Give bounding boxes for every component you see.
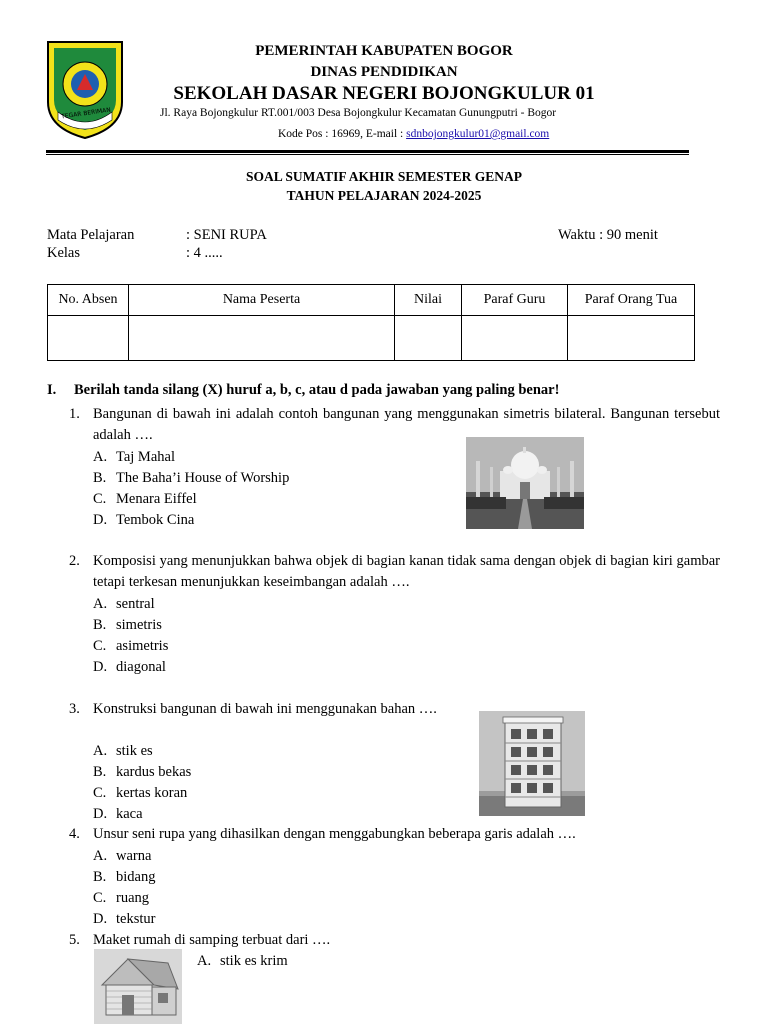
option-text: bidang [116,869,156,885]
answer-option[interactable] [197,951,288,972]
option-text: kardus bekas [116,764,192,780]
option-text: kertas koran [116,785,188,801]
question-number: 3. [69,701,80,717]
popsicle-house-photo [94,949,182,1024]
header-address: Jl. Raya Bojongkulur RT.001/003 Desa Bojongkulur Kecamatan Gunungputri - Bogor [160,107,557,119]
option-letter: C. [93,785,107,801]
option-letter: A. [197,953,212,969]
option-text: simetris [116,617,162,633]
question-text: Komposisi yang menunjukkan bahwa objek di bagian kanan tidak sama dengan objek di bagian kiri gambar tetapi terkesan menunjukkan keseimbangan adalah …. [93,553,720,590]
answer-option[interactable] [93,846,151,867]
option-letter: D. [93,911,108,927]
cell-nilai[interactable] [395,316,462,361]
taj-mahal-photo [466,437,584,529]
header-government: PEMERINTAH KABUPATEN BOGOR [255,43,513,59]
building-model-photo [479,711,585,816]
option-text: The Baha’i House of Worship [116,470,290,486]
option-text: diagonal [116,659,166,675]
class-label: Kelas [47,245,81,261]
option-letter: A. [93,848,108,864]
option-letter: C. [93,491,107,507]
option-text: Taj Mahal [116,449,175,465]
header-contact [278,128,549,140]
answer-option[interactable] [93,636,168,657]
cell-nama[interactable] [129,316,395,361]
col-header-absen: No. Absen [48,285,129,316]
header-department: DINAS PENDIDIKAN [310,64,458,80]
answer-option[interactable] [93,489,197,510]
option-text: sentral [116,596,155,612]
answer-option[interactable] [93,783,187,804]
option-text: tekstur [116,911,156,927]
answer-option[interactable] [93,468,289,489]
answer-option[interactable] [93,909,155,930]
section-instruction: Berilah tanda silang (X) huruf a, b, c, atau d pada jawaban yang paling benar! [74,382,560,398]
answer-option[interactable] [93,657,166,678]
logo-motto: TEGAR BERIMAN [60,106,112,121]
question-text: Unsur seni rupa yang dihasilkan dengan menggabungkan beberapa garis adalah …. [93,826,576,842]
option-letter: B. [93,764,107,780]
district-logo [46,40,124,140]
option-letter: A. [93,743,108,759]
option-text: stik es krim [220,953,288,969]
option-text: ruang [116,890,150,906]
question-text: Maket rumah di samping terbuat dari …. [93,932,331,948]
option-letter: C. [93,890,107,906]
class-value: : 4 ..... [186,245,223,261]
cell-paraf-guru[interactable] [462,316,568,361]
section-heading [47,382,559,399]
question-text: Bangunan di bawah ini adalah contoh bangunan yang menggunakan simetris bilateral. Bangunan tersebut adalah …. [93,406,720,443]
exam-title: SOAL SUMATIF AKHIR SEMESTER GENAP [245,169,523,184]
academic-year: TAHUN PELAJARAN 2024-2025 [286,188,482,203]
option-letter: D. [93,806,108,822]
answer-option[interactable] [93,447,175,468]
option-letter: B. [93,617,107,633]
answer-option[interactable] [93,741,153,762]
header-rule-thin [46,154,689,155]
score-table [47,284,695,361]
option-letter: C. [93,638,107,654]
option-text: asimetris [116,638,169,654]
col-header-paraf-guru: Paraf Guru [462,285,568,316]
question-number: 4. [69,826,80,842]
header-school-name: SEKOLAH DASAR NEGERI BOJONGKULUR 01 [173,83,595,104]
subject-label: Mata Pelajaran [47,227,135,243]
subject-value: : SENI RUPA [186,227,267,243]
option-text: warna [116,848,152,864]
option-letter: B. [93,869,107,885]
answer-option[interactable] [93,888,149,909]
answer-option[interactable] [93,594,155,615]
email-link[interactable]: sdnbojongkulur01@gmail.com [406,128,550,140]
answer-option[interactable] [93,804,143,825]
answer-option[interactable] [93,867,155,888]
answer-option[interactable] [93,762,191,783]
answer-option[interactable] [93,510,194,531]
option-text: Menara Eiffel [116,491,197,507]
option-letter: D. [93,512,108,528]
header-rule [46,150,689,153]
option-text: stik es [116,743,153,759]
option-text: kaca [116,806,143,822]
question-number: 2. [69,553,80,569]
col-header-nama: Nama Peserta [129,285,395,316]
option-letter: A. [93,449,108,465]
question-number: 5. [69,932,80,948]
question-number: 1. [69,406,80,422]
cell-absen[interactable] [48,316,129,361]
time-limit: Waktu : 90 menit [558,227,658,243]
section-number: I. [47,382,57,398]
postal-code-text: Kode Pos : 16969, E-mail : [278,128,407,140]
option-text: Tembok Cina [116,512,195,528]
col-header-paraf-ortu: Paraf Orang Tua [568,285,695,316]
col-header-nilai: Nilai [395,285,462,316]
question-text: Konstruksi bangunan di bawah ini menggunakan bahan …. [93,701,437,717]
option-letter: D. [93,659,108,675]
option-letter: A. [93,596,108,612]
cell-paraf-ortu[interactable] [568,316,695,361]
option-letter: B. [93,470,107,486]
answer-option[interactable] [93,615,162,636]
